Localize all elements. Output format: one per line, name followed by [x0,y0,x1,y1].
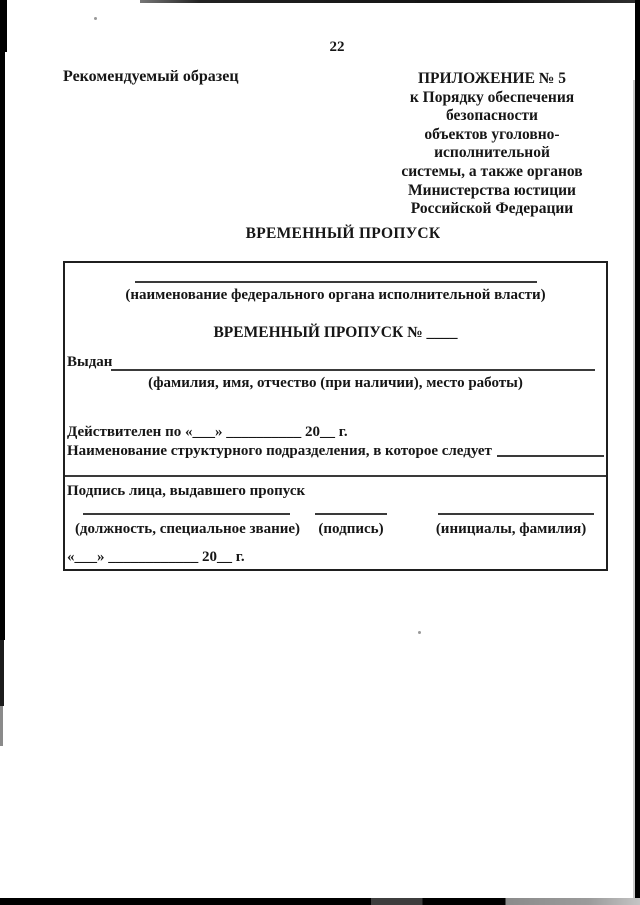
scan-speck [418,631,421,634]
scan-artifact-left-bar [0,706,3,746]
scan-artifact-top-line [140,0,640,3]
department-blank-line [497,443,604,457]
department-label: Наименование структурного подразделения, в которое следует [67,443,492,459]
department-row [67,443,604,460]
scan-artifact-left-bar [0,640,4,706]
pass-form-box [63,261,608,571]
scan-artifact-right-bar [635,0,640,905]
scan-artifact-left-bar [0,52,5,640]
position-caption: (должность, специальное звание) [74,521,301,537]
valid-until-line: Действителен по «___» __________ 20__ г. [67,424,348,440]
appendix-line: системы, а также органов [401,162,583,180]
organization-blank-line [135,281,537,283]
pass-number-line: ВРЕМЕННЫЙ ПРОПУСК № ____ [213,324,458,341]
issued-to-blank-line [111,369,595,371]
page-number: 22 [329,39,345,55]
document-title: ВРЕМЕННЫЙ ПРОПУСК [245,225,441,242]
issued-to-caption: (фамилия, имя, отчество (при наличии), место работы) [148,375,523,391]
appendix-line: объектов уголовно-исполнительной [424,125,560,162]
issue-date-line: «___» ____________ 20__ г. [67,549,245,565]
appendix-line: Российской Федерации [410,200,574,218]
signature-blank-line [315,513,387,515]
issued-to-label: Выдан [67,354,113,370]
appendix-line: к Порядку обеспечения безопасности [409,88,575,125]
name-blank-line [438,513,594,515]
position-blank-line [83,513,290,515]
appendix-block [368,70,616,219]
continuation-blank-line [65,475,606,477]
appendix-title: ПРИЛОЖЕНИЕ № 5 [418,70,566,87]
organization-caption: (наименование федерального органа исполнительной власти) [125,287,546,303]
sample-note-label: Рекомендуемый образец [63,68,239,85]
signature-section-label: Подпись лица, выдавшего пропуск [67,483,306,499]
name-caption: (инициалы, фамилия) [435,521,587,537]
scan-artifact-left-bar [0,0,7,52]
appendix-line: Министерства юстиции [408,181,576,199]
signature-caption: (подпись) [318,521,384,537]
scan-artifact-bottom-bar [0,898,640,905]
scan-speck [94,17,97,20]
